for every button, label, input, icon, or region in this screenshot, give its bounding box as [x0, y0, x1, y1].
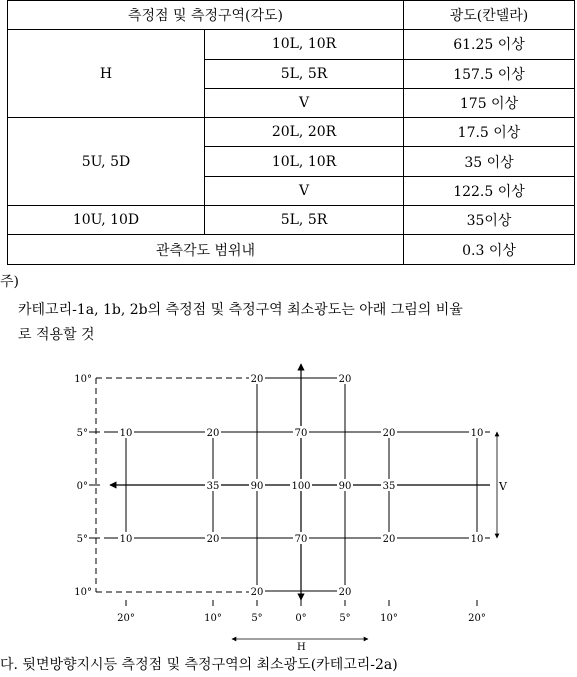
- grid-value: 35: [382, 481, 396, 492]
- grid-value: 10: [119, 534, 133, 545]
- column-label: 20°: [117, 613, 135, 624]
- row-label: 5°: [76, 428, 88, 439]
- column-labels: [117, 613, 486, 624]
- grid-value: 20: [338, 374, 352, 385]
- v-axis-label: V: [499, 480, 507, 493]
- row-label: 5°: [76, 534, 88, 545]
- grid-value: 20: [382, 534, 396, 545]
- column-label: 0°: [295, 613, 307, 624]
- group-label-5u5d: 5U, 5D: [8, 118, 205, 206]
- footer-value: 0.3 이상: [404, 235, 575, 264]
- h-axis-label: H: [297, 642, 306, 653]
- point-cell: 10L, 10R: [205, 30, 404, 59]
- column-label: 10°: [380, 613, 398, 624]
- value-cell: 157.5 이상: [404, 59, 575, 88]
- header-intensity: 광도(칸델라): [404, 1, 575, 30]
- row-label: 0°: [76, 481, 88, 492]
- grid-value: 20: [250, 374, 264, 385]
- axes: [110, 364, 497, 639]
- point-cell: 10L, 10R: [205, 147, 404, 176]
- column-label: 20°: [468, 613, 486, 624]
- point-cell: V: [205, 176, 404, 205]
- grid-value: 90: [250, 481, 264, 492]
- column-label: 5°: [251, 613, 263, 624]
- grid-value: 10: [119, 428, 133, 439]
- row-label: 10°: [74, 374, 92, 385]
- column-label: 5°: [339, 613, 351, 624]
- row-labels: [74, 374, 92, 598]
- value-cell: 35이상: [404, 206, 575, 235]
- column-label: 10°: [204, 613, 222, 624]
- grid-value: 20: [338, 587, 352, 598]
- grid-value: 90: [338, 481, 352, 492]
- value-cell: 175 이상: [404, 88, 575, 117]
- note-line-2: 로 적용할 것: [18, 327, 95, 343]
- section-heading: 다. 뒷면방향지시등 측정점 및 측정구역의 최소광도(카테고리-2a): [0, 657, 398, 673]
- note-title: 주): [0, 274, 19, 290]
- grid-value: 20: [206, 534, 220, 545]
- point-cell: 5L, 5R: [205, 59, 404, 88]
- grid-value: 70: [294, 428, 308, 439]
- point-cell: V: [205, 88, 404, 117]
- value-cell: 122.5 이상: [404, 176, 575, 205]
- grid-value: 35: [206, 481, 220, 492]
- footer-label: 관측각도 범위내: [8, 235, 404, 264]
- header-zone: 측정점 및 측정구역(각도): [8, 1, 404, 30]
- point-cell: 20L, 20R: [205, 118, 404, 147]
- grid-value: 70: [294, 534, 308, 545]
- group-label-h: H: [8, 30, 205, 118]
- grid-value: 20: [206, 428, 220, 439]
- value-cell: 61.25 이상: [404, 30, 575, 59]
- group-label-10u10d: 10U, 10D: [8, 206, 205, 235]
- grid-value: 100: [291, 481, 311, 492]
- grid-value: 10: [470, 428, 484, 439]
- column-ticks: [126, 600, 477, 606]
- note-line-1: 카테고리-1a, 1b, 2b의 측정점 및 측정구역 최소광도는 아래 그림의 비율: [18, 302, 463, 318]
- grid-value: 20: [382, 428, 396, 439]
- grid-value: 10: [470, 534, 484, 545]
- point-cell: 5L, 5R: [205, 206, 404, 235]
- row-label: 10°: [74, 587, 92, 598]
- value-cell: 17.5 이상: [404, 118, 575, 147]
- grid-value: 20: [250, 587, 264, 598]
- value-cell: 35 이상: [404, 147, 575, 176]
